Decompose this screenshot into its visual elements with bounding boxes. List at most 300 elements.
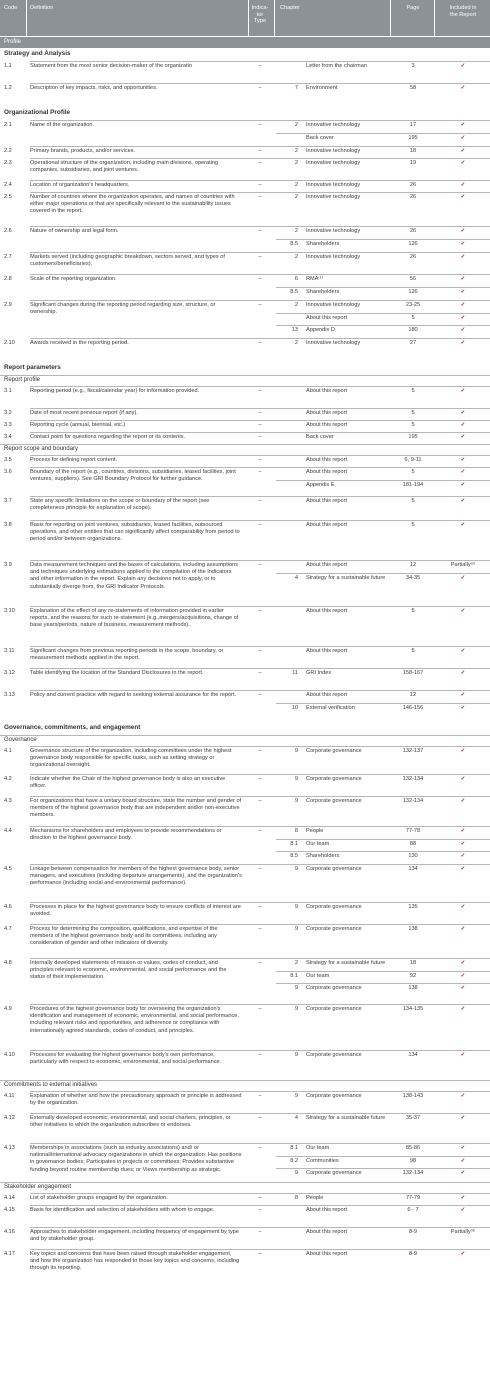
chapter-title: Shareholders bbox=[306, 288, 340, 295]
page-reference: 85-86 bbox=[405, 1145, 421, 1151]
indicator-type: – bbox=[258, 866, 262, 872]
indicator-definition: Contact point for questions regarding the report or its contents. bbox=[30, 434, 186, 440]
page-reference: 12 bbox=[409, 692, 417, 698]
indicator-code: 2.9 bbox=[4, 302, 12, 308]
indicator-definition: Location of organization's headquarters. bbox=[30, 182, 130, 188]
row-divider bbox=[30, 560, 490, 561]
page-reference: 17 bbox=[409, 122, 417, 128]
indicator-code: 2.4 bbox=[4, 182, 12, 188]
row-divider bbox=[30, 496, 490, 497]
indicator-type: – bbox=[258, 422, 262, 428]
indicator-definition: Markets served (including geographic breakdown, sectors served, and types of customers/beneficiaries). bbox=[30, 254, 225, 268]
check-icon: ✓ bbox=[460, 866, 466, 872]
check-icon: ✓ bbox=[460, 972, 466, 979]
chapter-title: Corporate governance bbox=[306, 1170, 362, 1176]
subsection-heading: Stakeholder engagement bbox=[0, 1182, 490, 1192]
row-divider bbox=[30, 668, 490, 669]
indicator-code: 3.4 bbox=[4, 434, 12, 440]
indicator-type: – bbox=[258, 798, 262, 804]
check-icon: ✓ bbox=[460, 410, 466, 416]
row-divider bbox=[30, 158, 490, 159]
subrow-divider bbox=[276, 983, 490, 984]
chapter-title: About this report bbox=[306, 562, 348, 568]
chapter-title: Letter from the chairman bbox=[306, 63, 367, 69]
indicator-code: 3.7 bbox=[4, 498, 12, 504]
chapter-number: 9 bbox=[294, 748, 298, 754]
chapter-title: About this report bbox=[306, 469, 348, 475]
check-icon: ✓ bbox=[460, 522, 466, 528]
check-icon: ✓ bbox=[460, 904, 466, 910]
chapter-title: Appendix E bbox=[306, 481, 335, 488]
indicator-definition: Significant changes during the reporting period regarding size, structure, or ownership. bbox=[30, 302, 216, 316]
page-reference: 26 bbox=[409, 228, 417, 234]
page-reference: 5 bbox=[411, 314, 415, 321]
indicator-definition: Key topics and concerns that have been raised through stakeholder engagement, and how the organization has responded to those key topics and concerns, including through its reporting. bbox=[30, 1251, 240, 1272]
indicator-code: 3.13 bbox=[4, 692, 15, 698]
indicator-type: – bbox=[258, 410, 262, 416]
indicator-type: – bbox=[258, 776, 262, 782]
check-icon: ✓ bbox=[460, 692, 466, 698]
indicator-definition: Data measurement techniques and the bases of calculations, including assumptions and techniques underlying estimations applied to the compilation of the Indicators and other information in the report. Explain any decisions not to apply, or to substantially diverge from, the GRI Indicator Protocols. bbox=[30, 562, 239, 590]
check-icon: ✓ bbox=[460, 160, 466, 166]
row-divider bbox=[30, 826, 490, 827]
check-icon: ✓ bbox=[460, 240, 466, 247]
row-divider bbox=[30, 924, 490, 925]
chapter-number: 6 bbox=[294, 276, 298, 282]
indicator-definition: Indicate whether the Chair of the highest governance body is also an executive officer. bbox=[30, 776, 226, 790]
page-reference: 58 bbox=[409, 85, 417, 91]
page-reference: 5 bbox=[411, 498, 415, 504]
chapter-number: 4 bbox=[294, 574, 298, 581]
page-reference: 181-194 bbox=[402, 481, 424, 488]
chapter-title: Corporate governance bbox=[306, 985, 362, 991]
chapter-title: Strategy for a sustainable future bbox=[306, 960, 386, 966]
indicator-type: – bbox=[258, 122, 262, 128]
row-divider bbox=[30, 1143, 490, 1144]
chapter-number: 8.2 bbox=[290, 1157, 298, 1164]
indicator-definition: Approaches to stakeholder engagement, including frequency of engagement by type and by stakeholder group. bbox=[30, 1229, 239, 1243]
page-reference: 77-78 bbox=[405, 828, 421, 834]
page-reference: 132-134 bbox=[402, 798, 424, 804]
indicator-type: – bbox=[258, 1229, 262, 1235]
indicator-code: 2.3 bbox=[4, 160, 12, 166]
subrow-divider bbox=[276, 851, 490, 852]
chapter-number: 2 bbox=[294, 182, 298, 188]
chapter-number: 9 bbox=[294, 1170, 298, 1176]
chapter-number: 2 bbox=[294, 340, 298, 346]
check-icon: ✓ bbox=[460, 1157, 466, 1164]
check-icon: ✓ bbox=[460, 828, 466, 834]
chapter-title: Innovative technology bbox=[306, 228, 361, 234]
chapter-title: External verification bbox=[306, 704, 355, 711]
check-icon: ✓ bbox=[460, 457, 466, 463]
check-icon: ✓ bbox=[460, 926, 466, 932]
indicator-type: – bbox=[258, 648, 262, 654]
check-icon: ✓ bbox=[460, 288, 466, 295]
page-reference: 8-9 bbox=[408, 1229, 418, 1235]
check-icon: ✓ bbox=[460, 853, 466, 859]
chapter-title: About this report bbox=[306, 1229, 348, 1235]
row-divider bbox=[30, 1050, 490, 1051]
chapter-title: Innovative technology bbox=[306, 122, 361, 128]
included-note: Partially⁽²⁾ bbox=[450, 562, 476, 568]
indicator-code: 4.3 bbox=[4, 798, 12, 804]
page-reference: 26 bbox=[409, 254, 417, 260]
chapter-title: Back cover bbox=[306, 134, 334, 141]
indicator-type: – bbox=[258, 828, 262, 834]
indicator-code: 3.6 bbox=[4, 469, 12, 475]
chapter-number: 10 bbox=[291, 704, 298, 711]
row-divider bbox=[30, 338, 490, 339]
header-page: Page bbox=[406, 5, 420, 11]
row-divider bbox=[30, 864, 490, 865]
check-icon: ✓ bbox=[460, 434, 466, 440]
indicator-code: 4.14 bbox=[4, 1195, 15, 1201]
row-divider bbox=[30, 83, 490, 84]
page-reference: 98 bbox=[409, 1157, 417, 1164]
subsection-heading: Report scope and boundary bbox=[0, 444, 490, 454]
chapter-number: 9 bbox=[294, 1093, 298, 1099]
chapter-title: About this report bbox=[306, 692, 348, 698]
chapter-number: 2 bbox=[294, 302, 298, 308]
check-icon: ✓ bbox=[460, 422, 466, 428]
indicator-type: – bbox=[258, 228, 262, 234]
check-icon: ✓ bbox=[460, 1115, 466, 1121]
indicator-type: – bbox=[258, 63, 262, 69]
subrow-divider bbox=[276, 133, 490, 134]
row-divider bbox=[30, 61, 490, 62]
indicator-definition: Reporting period (e.g., fiscal/calendar year) for information provided. bbox=[30, 388, 200, 394]
profile-band: Profile bbox=[0, 37, 490, 48]
indicator-code: 2.6 bbox=[4, 228, 12, 234]
indicator-code: 3.12 bbox=[4, 670, 15, 676]
check-icon: ✓ bbox=[460, 194, 466, 200]
check-icon: ✓ bbox=[460, 340, 466, 346]
indicator-type: – bbox=[258, 388, 262, 394]
chapter-title: Corporate governance bbox=[306, 904, 362, 910]
chapter-number: 8.1 bbox=[290, 972, 298, 979]
indicator-code: 3.3 bbox=[4, 422, 12, 428]
chapter-number: 13 bbox=[291, 327, 298, 333]
chapter-number: 8 bbox=[294, 828, 298, 834]
page-reference: 77-79 bbox=[405, 1195, 421, 1201]
chapter-title: About this report bbox=[306, 608, 348, 614]
indicator-type: – bbox=[258, 457, 262, 463]
chapter-title: Corporate governance bbox=[306, 1006, 362, 1012]
page-reference: 5 bbox=[411, 422, 415, 428]
page-reference: 23-25 bbox=[405, 302, 421, 308]
indicator-code: 4.17 bbox=[4, 1251, 15, 1257]
indicator-definition: Governance structure of the organization, including committees under the highest governance body responsible for specific tasks, such as setting strategy or organizational oversight. bbox=[30, 748, 232, 769]
chapter-title: Corporate governance bbox=[306, 776, 362, 782]
indicator-type: – bbox=[258, 1115, 262, 1121]
indicator-type: – bbox=[258, 608, 262, 614]
indicator-type: – bbox=[258, 1195, 262, 1201]
check-icon: ✓ bbox=[460, 574, 466, 581]
page-reference: 3 bbox=[411, 63, 415, 69]
section-heading: Organizational Profile bbox=[4, 109, 71, 116]
indicator-definition: Boundary of the report (e.g., countries, divisions, subsidiaries, leased facilities, joint ventures, suppliers). See GRI Boundary Protocol for further guidance. bbox=[30, 469, 236, 483]
check-icon: ✓ bbox=[460, 648, 466, 654]
chapter-title: Corporate governance bbox=[306, 1093, 362, 1099]
row-divider bbox=[30, 408, 490, 409]
row-divider bbox=[30, 192, 490, 193]
indicator-definition: Description of key impacts, risks, and opportunities. bbox=[30, 85, 158, 91]
indicator-code: 3.5 bbox=[4, 457, 12, 463]
indicator-code: 2.10 bbox=[4, 340, 15, 346]
indicator-type: – bbox=[258, 434, 262, 440]
header-definition: Definition bbox=[30, 5, 54, 11]
page-reference: 158-167 bbox=[402, 670, 424, 676]
row-divider bbox=[30, 1249, 490, 1250]
subrow-divider bbox=[276, 313, 490, 314]
indicator-code: 4.15 bbox=[4, 1207, 15, 1213]
chapter-title: Corporate governance bbox=[306, 926, 362, 932]
chapter-number: 2 bbox=[294, 254, 298, 260]
indicator-code: 4.9 bbox=[4, 1006, 12, 1012]
page-reference: 18 bbox=[409, 148, 417, 154]
included-note: Partially⁽³⁾ bbox=[450, 1229, 476, 1235]
row-divider bbox=[30, 226, 490, 227]
page-reference: 35-37 bbox=[405, 1115, 421, 1121]
page-reference: 135 bbox=[408, 904, 418, 910]
chapter-title: About this report bbox=[306, 498, 348, 504]
chapter-number: 2 bbox=[294, 960, 298, 966]
page-reference: 12 bbox=[409, 562, 417, 568]
subsection-heading: Governance bbox=[0, 735, 490, 745]
check-icon: ✓ bbox=[460, 840, 466, 847]
page-reference: 195 bbox=[408, 134, 418, 141]
page-reference: 130 bbox=[408, 853, 418, 859]
check-icon: ✓ bbox=[460, 122, 466, 128]
row-divider bbox=[30, 300, 490, 301]
indicator-code: 3.1 bbox=[4, 388, 12, 394]
header-chapter: Chapter bbox=[280, 5, 300, 11]
indicator-definition: Process for defining report content. bbox=[30, 457, 118, 463]
indicator-definition: Statement from the most senior decision-maker of the organizatio bbox=[30, 63, 192, 69]
page-reference: 138 bbox=[408, 985, 418, 991]
chapter-title: Our team bbox=[306, 1145, 330, 1151]
indicator-code: 2.7 bbox=[4, 254, 12, 260]
subrow-divider bbox=[276, 480, 490, 481]
indicator-code: 4.1 bbox=[4, 748, 12, 754]
indicator-definition: Memberships in associations (such as industry associations) and/ or national/international advocacy organizations in which the organization: Has positions in governance bodies; Participates in projects or committees; Provides substantive funding beyond routine membership dues; or Views membership as strategic. bbox=[30, 1145, 242, 1173]
chapter-number: 9 bbox=[294, 926, 298, 932]
indicator-code: 3.2 bbox=[4, 410, 12, 416]
indicator-type: – bbox=[258, 1052, 262, 1058]
page-reference: 132-134 bbox=[402, 1170, 424, 1176]
chapter-title: People bbox=[306, 1195, 324, 1201]
page-reference: 134-135 bbox=[402, 1006, 424, 1012]
page-reference: 88 bbox=[409, 840, 417, 847]
header-code: Code bbox=[4, 5, 18, 11]
chapter-title: Corporate governance bbox=[306, 866, 362, 872]
chapter-title: Our team bbox=[306, 972, 330, 979]
section-heading: Report parameters bbox=[4, 364, 61, 371]
chapter-number: 8.5 bbox=[290, 240, 298, 247]
row-divider bbox=[30, 386, 490, 387]
chapter-title: Our team bbox=[306, 840, 330, 847]
check-icon: ✓ bbox=[460, 960, 466, 966]
indicator-code: 1.1 bbox=[4, 63, 12, 69]
subrow-divider bbox=[276, 839, 490, 840]
indicator-definition: Name of the organization. bbox=[30, 122, 95, 128]
indicator-type: – bbox=[258, 692, 262, 698]
chapter-number: 9 bbox=[294, 776, 298, 782]
check-icon: ✓ bbox=[460, 63, 466, 69]
row-divider bbox=[30, 690, 490, 691]
page-reference: 26 bbox=[409, 194, 417, 200]
page-reference: 5 bbox=[411, 410, 415, 416]
indicator-code: 2.8 bbox=[4, 276, 12, 282]
chapter-title: Communities bbox=[306, 1157, 339, 1164]
indicator-definition: Process for determining the composition, qualifications, and expertise of the members of the highest governance body and its committees, including any consideration of gender and other indicators of diversity. bbox=[30, 926, 218, 947]
indicator-definition: Procedures of the highest governance body for overseeing the organization's identification and management of economic, environmental, and social performance, including relevant risks and opportunities, and adherence or compliance with internationally agreed standards, codes of conduct, and principles. bbox=[30, 1006, 239, 1034]
indicator-definition: Processes for evaluating the highest governance body's own performance, particularly with respect to economic, environmental, and social performance. bbox=[30, 1052, 222, 1066]
subrow-divider bbox=[276, 703, 490, 704]
check-icon: ✓ bbox=[460, 481, 466, 488]
check-icon: ✓ bbox=[460, 1207, 466, 1213]
check-icon: ✓ bbox=[460, 748, 466, 754]
row-divider bbox=[30, 958, 490, 959]
page-reference: 56 bbox=[409, 276, 417, 282]
chapter-title: About this report bbox=[306, 314, 348, 321]
chapter-title: Innovative technology bbox=[306, 160, 361, 166]
indicator-definition: Linkage between compensation for members of the highest governance body, senior managers, and executives (including departure arrangements), and the organization's performance (including social and environmental performance). bbox=[30, 866, 242, 887]
row-divider bbox=[30, 146, 490, 147]
check-icon: ✓ bbox=[460, 704, 466, 711]
indicator-definition: Primary brands, products, and/or services. bbox=[30, 148, 136, 154]
indicator-code: 4.4 bbox=[4, 828, 12, 834]
page-reference: 180 bbox=[408, 327, 418, 333]
chapter-number: 2 bbox=[294, 148, 298, 154]
row-divider bbox=[30, 1193, 490, 1194]
chapter-number: 2 bbox=[294, 194, 298, 200]
indicator-definition: Policy and current practice with regard to seeking external assurance for the report. bbox=[30, 692, 237, 698]
check-icon: ✓ bbox=[460, 228, 466, 234]
page-reference: 134 bbox=[408, 866, 418, 872]
indicator-code: 2.5 bbox=[4, 194, 12, 200]
indicator-type: – bbox=[258, 160, 262, 166]
indicator-definition: Explanation of the effect of any re-statements of information provided in earlier reports, and the reasons for such re-statement (e.g.,mergers/acquisitions, change of base years/periods, nature of business, measurement methods). bbox=[30, 608, 239, 629]
indicator-code: 4.10 bbox=[4, 1052, 15, 1058]
chapter-number: 8 bbox=[294, 1195, 298, 1201]
page-reference: 26 bbox=[409, 182, 417, 188]
row-divider bbox=[30, 120, 490, 121]
indicator-type: – bbox=[258, 469, 262, 475]
indicator-type: – bbox=[258, 562, 262, 568]
chapter-title: GRI Index bbox=[306, 670, 332, 676]
page-reference: 5 bbox=[411, 522, 415, 528]
chapter-title: Innovative technology bbox=[306, 182, 361, 188]
row-divider bbox=[30, 774, 490, 775]
chapter-number: 8.5 bbox=[290, 288, 298, 295]
indicator-definition: Significant changes from previous reporting periods in the scope, boundary, or measurement methods applied in the report. bbox=[30, 648, 224, 662]
page-reference: 5 bbox=[411, 469, 415, 475]
indicator-definition: Mechanisms for shareholders and employees to provide recommendations or direction to the highest governance body. bbox=[30, 828, 222, 842]
indicator-definition: Table identifying the location of the Standard Disclosures in the report. bbox=[30, 670, 204, 676]
subrow-divider bbox=[276, 287, 490, 288]
chapter-title: Strategy for a sustainable future bbox=[306, 574, 386, 581]
indicator-code: 4.16 bbox=[4, 1229, 15, 1235]
indicator-definition: Explanation of whether and how the precautionary approach or principle is addressed by the organization. bbox=[30, 1093, 242, 1107]
chapter-title: Appendix D bbox=[306, 327, 335, 333]
check-icon: ✓ bbox=[460, 302, 466, 308]
subsection-heading: Report profile bbox=[0, 375, 490, 385]
check-icon: ✓ bbox=[460, 670, 466, 676]
indicator-type: – bbox=[258, 748, 262, 754]
check-icon: ✓ bbox=[460, 148, 466, 154]
check-icon: ✓ bbox=[460, 1251, 466, 1257]
indicator-definition: Basis for identification and selection of stakeholders with whom to engage. bbox=[30, 1207, 215, 1213]
indicator-type: – bbox=[258, 85, 262, 91]
page-reference: 18 bbox=[409, 960, 417, 966]
indicator-type: – bbox=[258, 1093, 262, 1099]
table-header bbox=[0, 0, 490, 36]
chapter-number: 2 bbox=[294, 228, 298, 234]
chapter-title: Corporate governance bbox=[306, 798, 362, 804]
indicator-definition: Operational structure of the organization, including main divisions, operating companies, subsidiaries, and joint ventures. bbox=[30, 160, 219, 174]
check-icon: ✓ bbox=[460, 327, 466, 333]
indicator-type: – bbox=[258, 302, 262, 308]
row-divider bbox=[30, 252, 490, 253]
check-icon: ✓ bbox=[460, 134, 466, 141]
page-reference: 146-156 bbox=[402, 704, 424, 711]
row-divider bbox=[30, 1004, 490, 1005]
chapter-title: About this report bbox=[306, 422, 348, 428]
indicator-definition: State any specific limitations on the scope or boundary of the report (see completeness principle for explanation of scope). bbox=[30, 498, 210, 512]
chapter-number: 7 bbox=[294, 85, 298, 91]
chapter-number: 9 bbox=[294, 1006, 298, 1012]
indicator-type: – bbox=[258, 254, 262, 260]
check-icon: ✓ bbox=[460, 182, 466, 188]
check-icon: ✓ bbox=[460, 1145, 466, 1151]
check-icon: ✓ bbox=[460, 985, 466, 991]
chapter-number: 9 bbox=[294, 798, 298, 804]
indicator-type: – bbox=[258, 1251, 262, 1257]
chapter-title: About this report bbox=[306, 1207, 348, 1213]
row-divider bbox=[30, 455, 490, 456]
page-reference: 19 bbox=[409, 160, 417, 166]
check-icon: ✓ bbox=[460, 798, 466, 804]
page-reference: 8-9 bbox=[408, 1251, 418, 1257]
indicator-code: 4.11 bbox=[4, 1093, 15, 1099]
chapter-title: About this report bbox=[306, 388, 348, 394]
indicator-code: 1.2 bbox=[4, 85, 12, 91]
chapter-number: 4 bbox=[294, 1115, 298, 1121]
indicator-code: 4.6 bbox=[4, 904, 12, 910]
chapter-number: 8.1 bbox=[290, 840, 298, 847]
check-icon: ✓ bbox=[460, 498, 466, 504]
chapter-title: Back cover bbox=[306, 434, 334, 440]
row-divider bbox=[30, 432, 490, 433]
chapter-number: 2 bbox=[294, 160, 298, 166]
page-reference: 138-143 bbox=[402, 1093, 424, 1099]
check-icon: ✓ bbox=[460, 776, 466, 782]
chapter-title: People bbox=[306, 828, 324, 834]
row-divider bbox=[30, 646, 490, 647]
check-icon: ✓ bbox=[460, 254, 466, 260]
indicator-type: – bbox=[258, 960, 262, 966]
indicator-definition: Nature of ownership and legal form. bbox=[30, 228, 119, 234]
indicator-type: – bbox=[258, 182, 262, 188]
indicator-definition: Date of most recent previous report (if any). bbox=[30, 410, 138, 416]
chapter-title: Corporate governance bbox=[306, 748, 362, 754]
indicator-type: – bbox=[258, 194, 262, 200]
chapter-title: Shareholders bbox=[306, 240, 340, 247]
row-divider bbox=[30, 902, 490, 903]
section-heading: Strategy and Analysis bbox=[4, 50, 71, 57]
